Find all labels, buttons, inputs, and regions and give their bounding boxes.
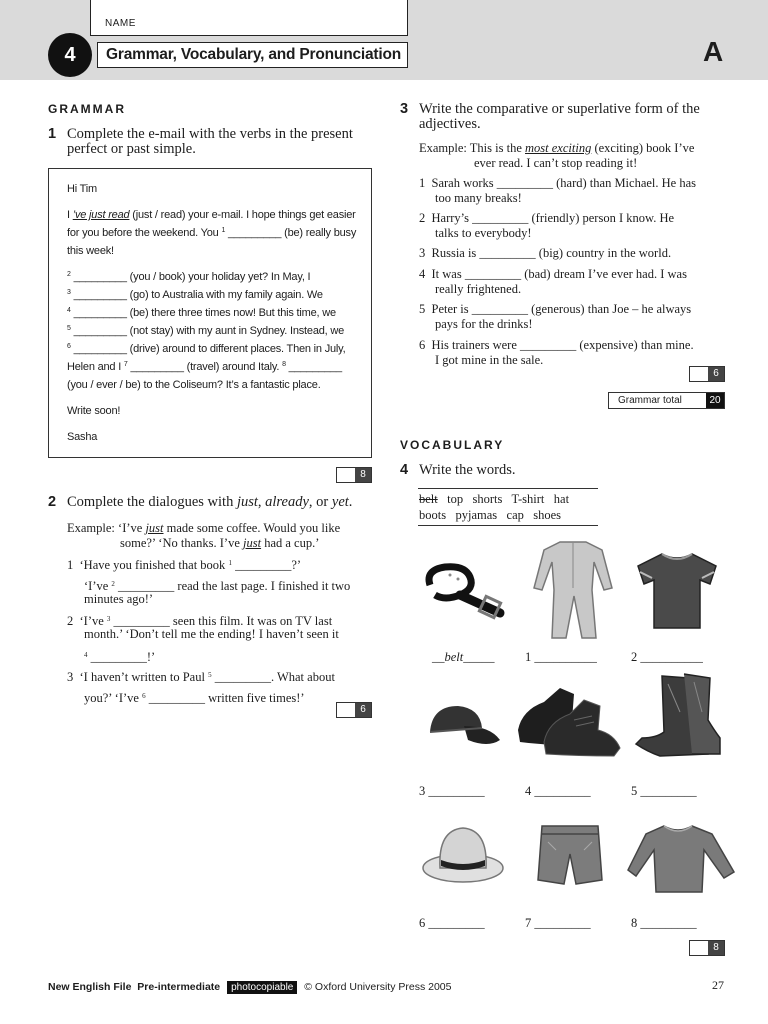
email-line: for you before the weekend. You $^1$ _________ (be) really busy — [67, 227, 357, 239]
word-box — [418, 488, 598, 526]
vocab-answer-1[interactable]: 1 __________ — [525, 650, 597, 664]
grammar-total-box[interactable] — [608, 392, 725, 409]
vocab-answer-2[interactable]: 2 __________ — [631, 650, 703, 664]
word-row: boots pyjamas cap shoes — [419, 508, 562, 522]
comparative-item: I got mine in the sale. — [435, 353, 544, 367]
comparative-item[interactable]: 4 It was _________ (bad) dream I’ve ever had. I was — [419, 267, 687, 281]
t-shirt-icon — [632, 550, 722, 630]
email-closing: Write soon! — [67, 405, 121, 417]
vocab-answer-4[interactable]: 4 _________ — [525, 784, 591, 798]
name-label: NAME — [105, 18, 136, 29]
unit-number: 4 — [48, 33, 92, 77]
example-line: Example: ‘I’ve just made some coffee. Would you like — [67, 521, 341, 535]
email-line[interactable]: $^4$ _________ (be) there three times now! But this time, we — [67, 307, 336, 319]
name-field[interactable] — [90, 0, 408, 36]
exercise-4-instruction: 4 Write the words. — [400, 462, 516, 478]
boots-icon — [632, 672, 722, 762]
example-line: ever read. I can’t stop reading it! — [474, 156, 638, 170]
comparative-item[interactable]: 6 His trainers were _________ (expensive) than mine. — [419, 338, 694, 352]
page-title: Grammar, Vocabulary, and Pronunciation — [97, 42, 408, 68]
email-signature: Sasha — [67, 431, 98, 443]
dialogue-item[interactable]: 3 ‘I haven’t written to Paul $^5$ _________. What about — [67, 670, 335, 684]
grammar-total-label: Grammar total — [618, 395, 682, 406]
example-line: Example: This is the most exciting (exciting) book I’ve — [419, 141, 695, 155]
max-score: 6 — [708, 367, 724, 381]
grammar-total-max: 20 — [706, 393, 724, 408]
comparative-item: talks to everybody! — [435, 226, 532, 240]
vocab-answer-5[interactable]: 5 _________ — [631, 784, 697, 798]
photocopiable-badge: photocopiable — [227, 981, 297, 994]
exercise-4-number: 4 — [400, 462, 409, 478]
comparative-item: pays for the drinks! — [435, 317, 533, 331]
comparative-item[interactable]: 2 Harry’s _________ (friendly) person I know. He — [419, 211, 675, 225]
cap-icon — [424, 700, 502, 754]
belt-icon — [420, 555, 512, 625]
pyjamas-icon — [532, 538, 614, 642]
dialogue-item[interactable]: $^4$ _________!’ — [84, 650, 156, 664]
max-score: 6 — [355, 703, 371, 717]
comparative-item[interactable]: 5 Peter is _________ (generous) than Joe – he always — [419, 302, 692, 316]
email-line: this week! — [67, 245, 114, 257]
exercise-2-instruction: 2 Complete the dialogues with just, already, or yet. — [48, 494, 353, 510]
vocab-answer-3[interactable]: 3 _________ — [419, 784, 485, 798]
word-row: belt top shorts T-shirt hat — [419, 492, 570, 506]
footer-credit: New English File Pre-intermediate photocopiable © Oxford University Press 2005 — [48, 981, 452, 993]
dialogue-item[interactable]: 1 ‘Have you finished that book $^1$ _________?’ — [67, 558, 302, 572]
comparative-item[interactable]: 1 Sarah works _________ (hard) than Michael. He has — [419, 176, 697, 190]
comparative-item: too many breaks! — [435, 191, 522, 205]
email-line[interactable]: $^3$ _________ (go) to Australia with my family again. We — [67, 289, 323, 301]
page-number: 27 — [712, 978, 724, 992]
dialogue-item[interactable]: you?’ ‘I’ve $^6$ _________ written five times!’ — [84, 691, 305, 705]
vocab-answer-6[interactable]: 6 _________ — [419, 916, 485, 930]
test-version: A — [703, 36, 724, 67]
email-line[interactable]: $^6$ _________ (drive) around to different places. Then in July, — [67, 343, 346, 355]
dialogue-item[interactable]: 2 ‘I’ve $^3$ _________ seen this film. It was on TV last — [67, 614, 333, 628]
instruction-line: Complete the e-mail with the verbs in the present — [67, 126, 353, 142]
vocab-answer-7[interactable]: 7 _________ — [525, 916, 591, 930]
vocabulary-heading: VOCABULARY — [400, 438, 505, 452]
exercise-2-number: 2 — [48, 494, 57, 510]
max-score: 8 — [708, 941, 724, 955]
exercise-3-score-box[interactable] — [689, 366, 725, 382]
vocab-label-example: __belt_____ — [432, 650, 495, 664]
instruction-line: perfect or past simple. — [67, 141, 196, 157]
shoes-icon — [514, 680, 622, 762]
vocab-answer-8[interactable]: 8 _________ — [631, 916, 697, 930]
max-score: 8 — [355, 468, 371, 482]
exercise-4-score-box[interactable] — [689, 940, 725, 956]
email-box — [48, 168, 372, 458]
dialogue-item: month.’ ‘Don’t tell me the ending! I haven’t seen it — [84, 627, 339, 641]
email-line[interactable]: Helen and I $^7$ _________ (travel) around Italy. $^8$ _________ — [67, 361, 342, 373]
email-line[interactable]: $^2$ _________ (you / book) your holiday yet? In May, I — [67, 271, 311, 283]
exercise-1-instruction — [48, 127, 378, 159]
answer-blank[interactable]: _________ (be) really busy — [228, 227, 357, 239]
email-greeting: Hi Tim — [67, 183, 97, 195]
email-line: I ’ve just read (just / read) your e-mail. I hope things get easier — [67, 209, 356, 221]
email-line[interactable]: $^5$ _________ (not stay) with my aunt in Sydney. Instead, we — [67, 325, 345, 337]
dialogue-item: minutes ago!’ — [84, 592, 154, 606]
top-icon — [626, 822, 736, 894]
exercise-1-number: 1 — [48, 126, 57, 142]
comparative-item: really frightened. — [435, 282, 522, 296]
hat-icon — [420, 822, 506, 890]
dialogue-item[interactable]: ‘I’ve $^2$ _________ read the last page. I finished it two — [84, 579, 351, 593]
example-line: some?’ ‘No thanks. I’ve just had a cup.’ — [120, 536, 320, 550]
example-answer: ’ve just read — [72, 209, 130, 221]
exercise-3-number: 3 — [400, 101, 409, 117]
grammar-heading: GRAMMAR — [48, 102, 126, 116]
exercise-3-instruction: 3 Write the comparative or superlative form of the adjectives. — [400, 101, 700, 132]
exercise-2-score-box[interactable] — [336, 702, 372, 718]
exercise-1-score-box[interactable] — [336, 467, 372, 483]
comparative-item[interactable]: 3 Russia is _________ (big) country in the world. — [419, 246, 672, 260]
shorts-icon — [536, 820, 604, 890]
email-line: (you / ever / be) to the Coliseum? It’s a fantastic place. — [67, 379, 321, 391]
